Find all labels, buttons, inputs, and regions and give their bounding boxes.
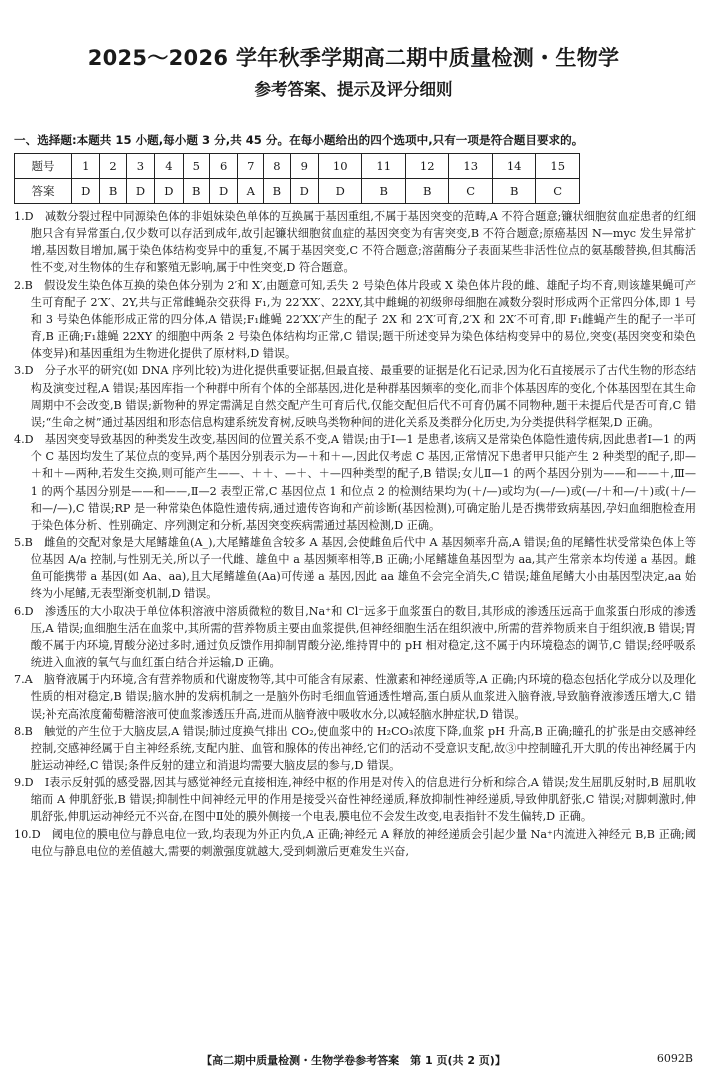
answer-table-number-row [15, 154, 580, 179]
question-number: 1 [72, 154, 100, 179]
answer-cell: D [126, 179, 154, 204]
explanation-paragraph: 5.B 雌鱼的交配对象是大尾鳍雄鱼(A_),大尾鳍雄鱼含较多 A 基因,会使雌鱼后代中 A 基因频率升高,A 错误;鱼的尾鳍性状受常染色体上等位基因 A/a 控制,与性别无关,所以子一代雌、雄鱼中 a 基因频率相等,B 正确;小尾鳍雄鱼基因型为 aa,其产生常亲本均传递 a 基因。雌鱼可能携带 a 基因(如 Aa、aa),且大尾鳍雄鱼(Aa)可传递 a 基因,因此 aa 雄鱼不会完全消失,C 错误;雄鱼尾鳍大小由基因型决定,aa 始终为小尾鳍,无表型渐变机制,D 错误。 [14, 535, 696, 601]
answer-table [14, 153, 580, 204]
question-number: 6 [209, 154, 237, 179]
question-number: 12 [405, 154, 448, 179]
page-footer: 【高二期中质量检测・生物学卷参考答案 第 1 页(共 2 页)】 [201, 1054, 506, 1067]
answer-cell: B [362, 179, 405, 204]
explanation-paragraph: 9.D Ⅰ表示反射弧的感受器,因其与感觉神经元直接相连,神经中枢的作用是对传入的信息进行分析和综合,A 错误;发生屈肌反射时,B 屈肌收缩而 A 伸肌舒张,B 错误;抑制性中间神经元甲的作用是接受兴奋性神经递质,释放抑制性神经递质,导致伸肌舒张,C 错误;对脚刺激时,伸肌舒张,伸肌运动神经元不兴奋,在图中Ⅱ处的膜外侧接一个电表,膜电位不会发生改变,电表指针不发生偏转,D 正确。 [14, 776, 696, 824]
answer-cell: D [290, 179, 318, 204]
explanations [14, 208, 696, 860]
explanation-paragraph: 7.A 脑脊液属于内环境,含有营养物质和代谢废物等,其中可能含有尿素、性激素和神经递质等,A 正确;内环境的稳态包括化学成分以及理化性质的相对稳定,B 错误;脑水肿的发病机制之一是脑外伤时毛细血管通透性增高,蛋白质从血浆进入脑脊液,导致脑脊液渗透压增大,C 错误;补充高浓度葡萄糖溶液可使血浆渗透压升高,进而从脑脊液中吸收水分,以减轻脑水肿症状,D 错误。 [14, 673, 696, 721]
question-number: 14 [492, 154, 535, 179]
explanation-paragraph: 8.B 触觉的产生位于大脑皮层,A 错误;肺过度换气排出 CO₂,使血浆中的 H₂CO₃浓度下降,血浆 pH 升高,B 正确;瞳孔的扩张是由交感神经控制,交感神经属于自主神经系统,支配内脏、血管和腺体的传出神经,它们的活动不受意识支配,故③中控制瞳孔开大肌的传出神经属于内脏运动神经,C 错误;条件反射的建立和消退均需要大脑皮层的参与,D 错误。 [14, 724, 696, 772]
answer-cell: D [155, 179, 183, 204]
answer-cell: B [100, 179, 126, 204]
answer-cell: B [405, 179, 448, 204]
page-title: 2025～2026 学年秋季学期高二期中质量检测・生物学 [87, 46, 620, 70]
explanation-paragraph: 4.D 基因突变导致基因的种类发生改变,基因间的位置关系不变,A 错误;由于Ⅰ—1 是患者,该病又是常染色体隐性遗传病,因此患者Ⅰ—1 的两个 C 基因均发生了某位点的变异,两个基因分别表示为—＋和＋—,因此仅考虑 C 基因,正常情况下患者甲只能产生 2 种类型的配子,即—＋和＋—两种,若发生交换,则可能产生——、＋＋、—＋、＋—四种类型的配子,B 错误;女儿Ⅱ—1 的两个基因分别为——和——＋,Ⅲ—1 的两个基因分别是——和——,Ⅱ—2 表型正常,C 基因位点 1 和位点 2 的检测结果均为(＋/—)或均为(—/—)或(—/＋和—/＋)或(＋/—和—/—),C 错误;RP 是一种常染色体隐性遗传病,通过遗传咨询和产前诊断(基因检测),可确定胎儿是否携带致病基因,孕妇血细胞检查用于染色体分析、性别确定、序列测定和分析,基因突变疾病需通过基因检测,D 正确。 [14, 433, 696, 532]
row-label: 答案 [15, 179, 72, 204]
row-label: 题号 [15, 154, 72, 179]
explanation-paragraph: 10.D 阈电位的膜电位与静息电位一致,均表现为外正内负,A 正确;神经元 A 释放的神经递质会引起少量 Na⁺内流进入神经元 B,B 正确;阈电位与静息电位的差值越大,需要的刺激强度就越大,受到刺激后更难发生兴奋, [14, 827, 696, 858]
answer-table-answer-row [15, 179, 580, 204]
question-number: 8 [264, 154, 290, 179]
question-number: 13 [449, 154, 492, 179]
answer-cell: B [183, 179, 209, 204]
question-number: 2 [100, 154, 126, 179]
question-number: 3 [126, 154, 154, 179]
answer-cell: D [319, 179, 362, 204]
document-code: 6092B [656, 1052, 693, 1065]
question-number: 7 [238, 154, 264, 179]
explanation-paragraph: 6.D 渗透压的大小取决于单位体积溶液中溶质微粒的数目,Na⁺和 Cl⁻远多于血浆蛋白的数目,其形成的渗透压远高于血浆蛋白形成的渗透压,A 错误;血细胞生活在血浆中,其所需的营养物质主要由血浆提供,但神经细胞生活在组织液中,所需的营养物质来自于组织液,B 错误;胃酸不属于内环境,胃酸分泌过多时,通过负反馈作用抑制胃酸分泌,维持胃中的 pH 相对稳定,这不属于内环境稳态的调节,C 错误;经呼吸系统进入血液的氧气与血红蛋白结合并运输,D 正确。 [14, 604, 696, 670]
answer-cell: C [449, 179, 492, 204]
question-number: 15 [536, 154, 580, 179]
answer-cell: D [209, 179, 237, 204]
section-heading: 一、选择题:本题共 15 小题,每小题 3 分,共 45 分。在每小题给出的四个选项中,只有一项是符合题目要求的。 [14, 133, 584, 147]
page-subtitle: 参考答案、提示及评分细则 [254, 80, 453, 99]
question-number: 4 [155, 154, 183, 179]
explanation-paragraph: 3.D 分子水平的研究(如 DNA 序列比较)为进化提供重要证据,但最直接、最重要的证据是化石记录,因为化石直接展示了古代生物的形态结构及演变过程,A 错误;基因库指一个种群中所有个体的全部基因,进化是种群基因频率的变化,而非个体基因库的变化,个体基因型在其生命周期中不会改变,B 错误;新物种的界定需满足自然交配产生可育后代,仅能交配但后代不可育仍属不同物种,题干未提后代是否可育,C 错误;“生命之树”通过基因组和形态信息构建系统发育树,反映鸟类物种间的进化关系及类群分化历史,为分类提供科学框架,D 正确。 [14, 364, 696, 429]
explanation-paragraph: 1.D 减数分裂过程中同源染色体的非姐妹染色单体的互换属于基因重组,不属于基因突变的范畴,A 不符合题意;镰状细胞贫血症患者的红细胞只含有异常蛋白,仅少数可以存活到成年,故引起镰状细胞贫血症的基因突变为有害突变,B 不符合题意;原癌基因 N—myc 发生异常扩增,基因数目增加,属于染色体结构变异中的重复,不属于基因突变,C 不符合题意;溶菌酶分子表面某些非活性位点的氨基酸替换,但其酶活性不变,对生物体的生存和繁殖无影响,属于中性突变,D 符合题意。 [14, 210, 696, 275]
answer-cell: D [72, 179, 100, 204]
answer-cell: B [264, 179, 290, 204]
question-number: 9 [290, 154, 318, 179]
question-number: 10 [319, 154, 362, 179]
explanation-paragraph: 2.B 假设发生染色体互换的染色体分别为 2′和 X′,由题意可知,丢失 2 号染色体片段或 X 染色体片段的雌、雄配子均不育,则该雄果蝇可产生可育配子 2′X′、2Y,共与正常雌蝇杂交获得 F₁,为 22′XX′、22XY,其中雌蝇的初级卵母细胞在减数分裂时形成两个正常四分体,即 1 号和 3 号染色体能形成正常的四分体,A 错误;F₁雌蝇 22′XX′产生的配子 2X 和 2′X′可育,2′X 和 2X′不可育,即 F₁雌蝇产生的配子一半可育,B 正确;F₁雄蝇 22XY 的细胞中两条 2 号染色体结构均正常,C 错误;题干所述变异为染色体结构变异中的易位,突变(基因突变和染色体变异)和基因重组为生物进化提供了原材料,D 错误。 [14, 278, 696, 361]
answer-cell: A [238, 179, 264, 204]
answer-cell: B [492, 179, 535, 204]
question-number: 11 [362, 154, 405, 179]
question-number: 5 [183, 154, 209, 179]
answer-cell: C [536, 179, 580, 204]
